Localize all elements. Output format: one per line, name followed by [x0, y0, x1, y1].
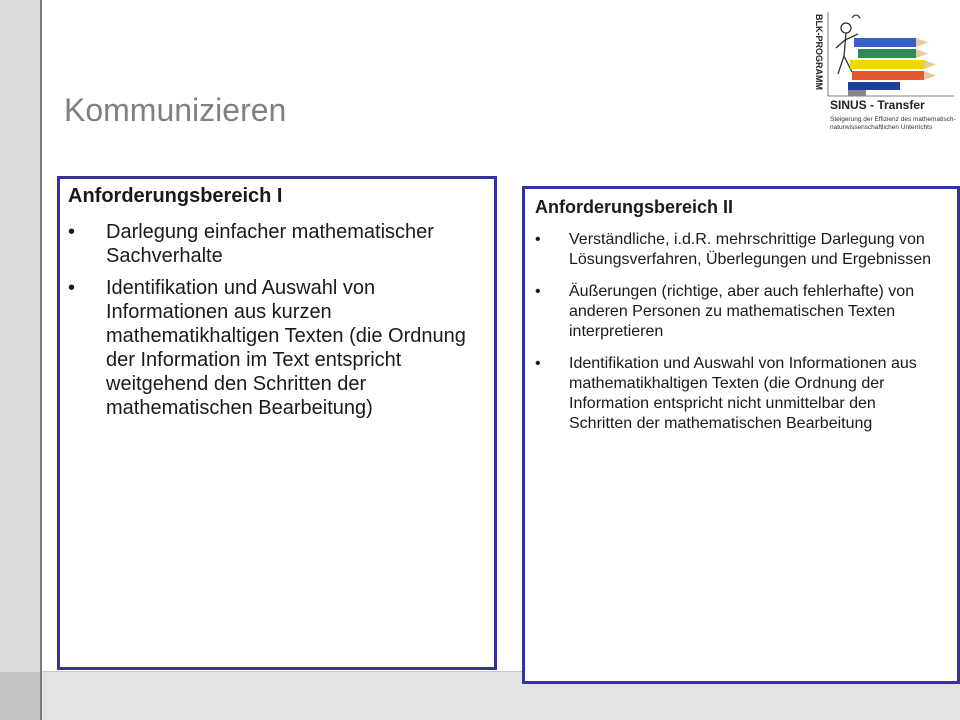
bullet-icon: • — [68, 277, 76, 299]
list-item-text: Identifikation und Auswahl von Informationen aus mathematikhaltigen Texten (die Ordnung der Information entspricht nicht unmittelbar den Schritten der mathematischen Bearbeitung — [569, 355, 917, 432]
bullet-icon: • — [535, 231, 541, 248]
list-item — [68, 276, 484, 420]
logo-brand: SINUS - Transfer — [830, 98, 925, 112]
pencils-icon — [848, 38, 936, 96]
box-heading: Anforderungsbereich I — [68, 185, 283, 207]
logo-vertical-text: BLK-PROGRAMM — [814, 14, 824, 90]
left-stripe — [0, 0, 40, 720]
left-stripe-bottom — [0, 672, 40, 720]
list-item-text: Verständliche, i.d.R. mehrschrittige Darlegung von Lösungsverfahren, Überlegungen und Ergebnissen — [569, 231, 932, 268]
list-item — [535, 282, 943, 342]
stripe-divider — [40, 0, 42, 720]
bullet-list — [535, 230, 943, 434]
list-item-text: Darlegung einfacher mathematischer Sachverhalte — [106, 221, 434, 267]
anforderungsbereich-1-box — [57, 176, 497, 670]
logo-subtitle: Steigerung der Effizienz des mathematisch-naturwissenschaftlichen Unterrichts — [830, 116, 956, 131]
bullet-list — [68, 220, 484, 420]
list-item — [68, 220, 484, 268]
list-item — [535, 354, 943, 434]
list-item — [535, 230, 943, 270]
list-item-text: Äußerungen (richtige, aber auch fehlerhafte) von anderen Personen zu mathematischen Texten interpretieren — [569, 283, 915, 340]
bullet-icon: • — [535, 283, 541, 300]
bullet-icon: • — [68, 221, 76, 243]
box-heading: Anforderungsbereich II — [535, 197, 734, 217]
slide-title: Kommunizieren — [64, 92, 287, 128]
anforderungsbereich-2-box — [522, 186, 960, 684]
bullet-icon: • — [535, 355, 541, 372]
list-item-text: Identifikation und Auswahl von Informationen aus kurzen mathematikhaltigen Texten (die Ordnung der Information im Text entspricht weitgehend den Schritten der mathematischen Bearbeitung) — [106, 277, 466, 419]
